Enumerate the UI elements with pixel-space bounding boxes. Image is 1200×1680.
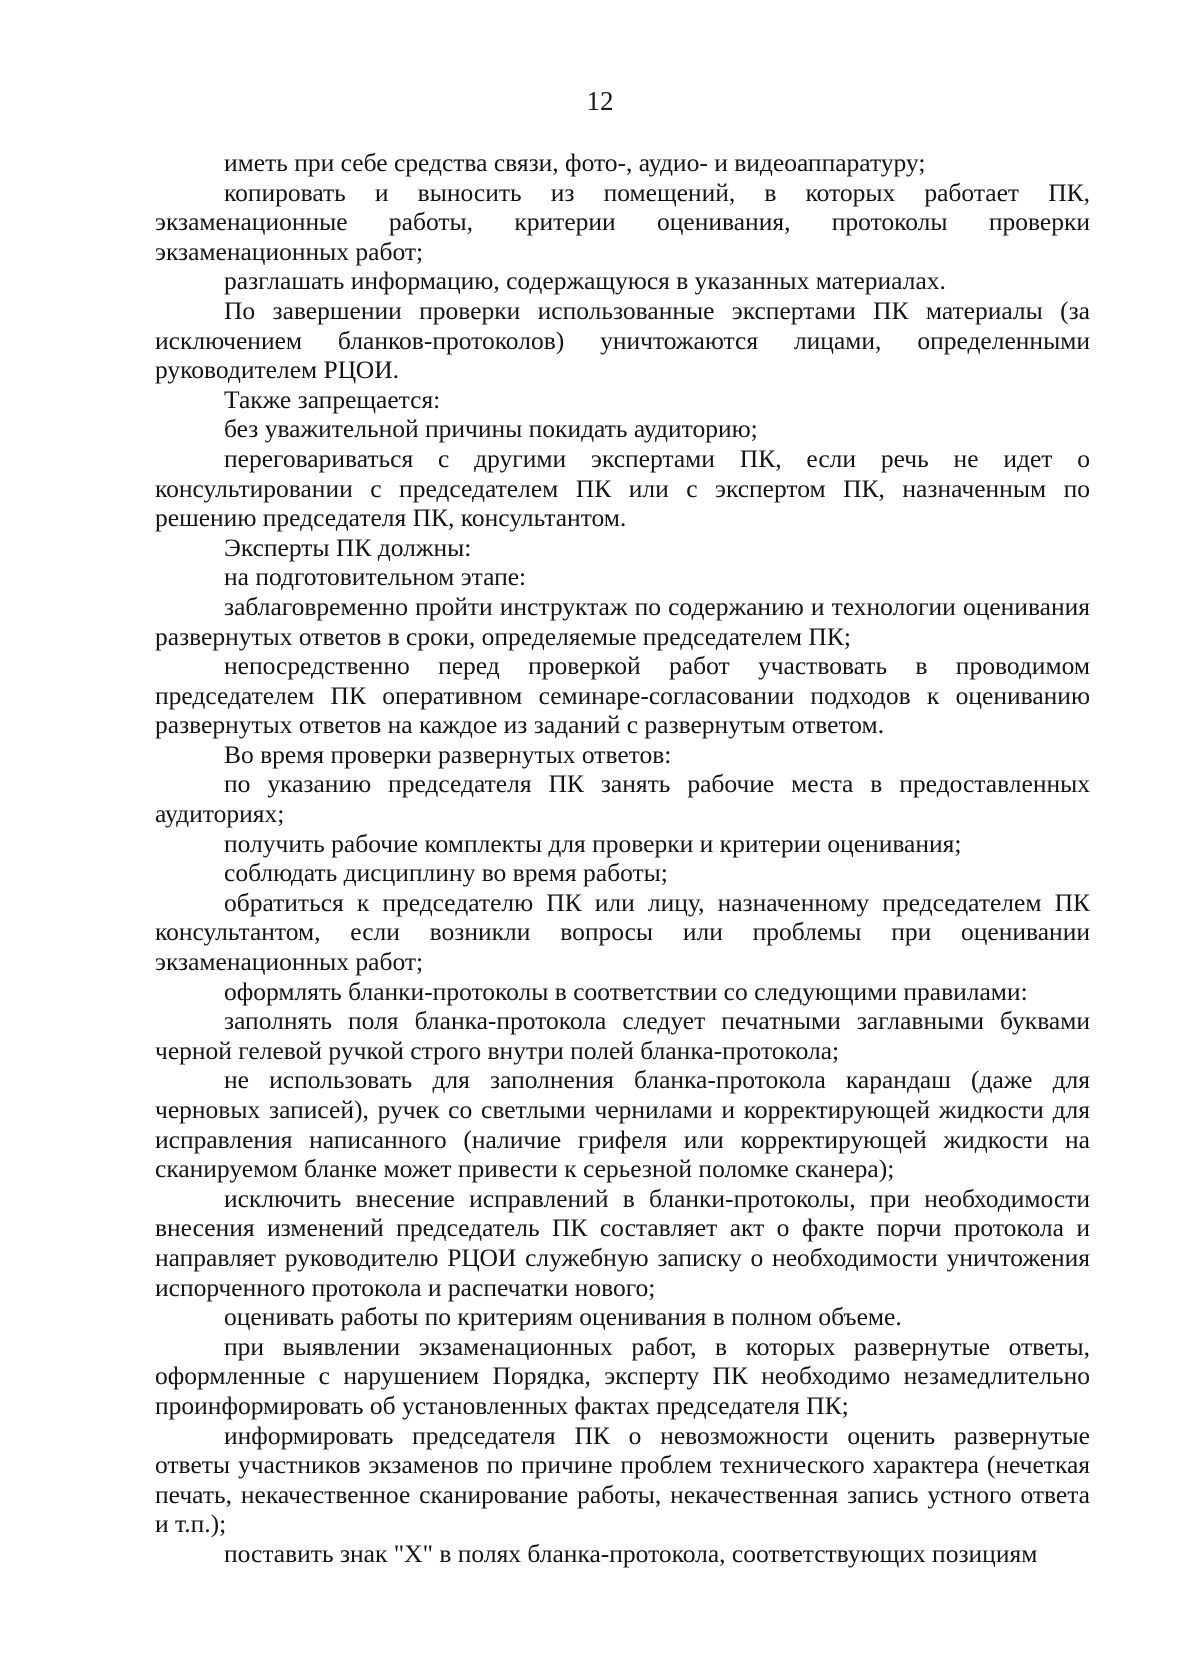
paragraph: разглашать информацию, содержащуюся в указанных материалах. (224, 266, 946, 296)
paragraph: на подготовительном этапе: (224, 562, 527, 592)
paragraph: оценивать работы по критериям оценивания в полном объеме. (224, 1302, 902, 1332)
paragraph: Во время проверки развернутых ответов: (224, 739, 672, 769)
paragraph: Также запрещается: (224, 384, 441, 414)
document-body (155, 148, 1090, 1569)
page-number: 12 (586, 86, 614, 116)
paragraph: иметь при себе средства связи, фото-, аудио- и видеоаппаратуру; (224, 148, 926, 177)
paragraph: поставить знак "Х" в полях бланка-протокола, соответствующих позициям (224, 1538, 1038, 1568)
paragraph: заполнять поля бланка-протокола следует печатными заглавными буквами черной гелевой ручкой строго внутри полей бланка-протокола; (155, 1006, 1090, 1065)
paragraph: По завершении проверки использованные экспертами ПК материалы (за исключением бланков-протоколов) уничтожаются лицами, определенными руководителем РЦОИ. (155, 295, 1090, 385)
paragraph: Эксперты ПК должны: (224, 532, 472, 562)
paragraph: не использовать для заполнения бланка-протокола карандаш (даже для черновых записей), ручек со светлыми чернилами и корректирующей жидкости для исправления написанного (наличие грифеля или корректирующей жидкости на сканируемом бланке может привести к серьезной поломке сканера); (155, 1065, 1090, 1184)
paragraph: оформлять бланки-протоколы в соответствии со следующими правилами: (224, 976, 1028, 1006)
paragraph: по указанию председателя ПК занять рабочие места в предоставленных аудиториях; (155, 769, 1090, 829)
paragraph: информировать председателя ПК о невозможности оценить развернутые ответы участников экзаменов по причине проблем технического характера (нечеткая печать, некачественное сканирование работы, некачественная запись устного ответа и т.п.); (155, 1420, 1090, 1539)
paragraph: переговариваться с другими экспертами ПК, если речь не идет о консультировании с председателем ПК или с экспертом ПК, назначенным по решению председателя ПК, консультантом. (155, 443, 1090, 533)
paragraph: обратиться к председателю ПК или лицу, назначенному председателем ПК консультантом, если возникли вопросы или проблемы при оценивании экзаменационных работ; (155, 887, 1090, 977)
paragraph: копировать и выносить из помещений, в которых работает ПК, экзаменационные работы, критерии оценивания, протоколы проверки экзаменационных работ; (155, 177, 1090, 266)
paragraph: при выявлении экзаменационных работ, в которых развернутые ответы, оформленные с нарушением Порядка, эксперту ПК необходимо незамедлительно проинформировать об установленных фактах председателя ПК; (155, 1331, 1090, 1420)
paragraph: соблюдать дисциплину во время работы; (224, 858, 668, 888)
paragraph: заблаговременно пройти инструктаж по содержанию и технологии оценивания развернутых ответов в сроки, определяемые председателем ПК; (155, 591, 1090, 651)
paragraph: без уважительной причины покидать аудиторию; (224, 414, 758, 444)
paragraph: получить рабочие комплекты для проверки и критерии оценивания; (224, 828, 962, 858)
paragraph: непосредственно перед проверкой работ участвовать в проводимом председателем ПК оперативном семинаре-согласовании подходов к оцениванию развернутых ответов на каждое из заданий с развернутым ответом. (155, 651, 1090, 740)
paragraph: исключить внесение исправлений в бланки-протоколы, при необходимости внесения изменений председатель ПК составляет акт о факте порчи протокола и направляет руководителю РЦОИ служебную записку о необходимости уничтожения испорченного протокола и распечатки нового; (155, 1183, 1090, 1302)
